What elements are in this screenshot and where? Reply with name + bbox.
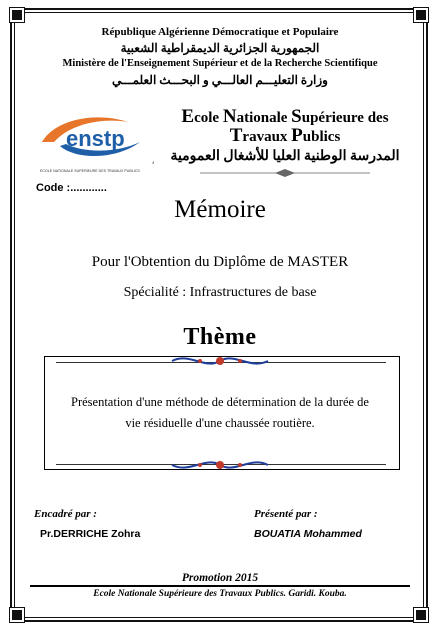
document-title: Mémoire [174, 196, 266, 223]
corner-ornament-bottom-left [10, 608, 24, 622]
republic-fr: République Algérienne Démocratique et Populaire [101, 26, 339, 38]
presenter-label: Présenté par : [254, 508, 318, 520]
ministry-ar: وزارة التعليـــم العالـــي و البحـــث العلمـــي [112, 73, 328, 87]
school-underline-ornament [160, 168, 410, 178]
school-name [160, 108, 410, 183]
corner-ornament-top-left [10, 8, 24, 22]
top-flourish-ornament [170, 352, 270, 370]
code-field: Code :............ [36, 182, 107, 194]
republic-ar: الجمهورية الجزائرية الديمقراطية الشعبية [120, 41, 320, 55]
diploma-subtitle: Pour l'Obtention du Diplôme de MASTER [91, 254, 349, 270]
footer-address: Ecole Nationale Supérieure des Travaux Publics. Garidi. Kouba. [93, 589, 347, 599]
presenter-name: BOUATIA Mohammed [254, 528, 362, 540]
logo-french-text: ECOLE NATIONALE SUPERIEURE DES TRAVAUX PUBLICS [40, 169, 140, 173]
specialty: Spécialité : Infrastructures de base [123, 285, 317, 300]
theme-text-line2: vie résiduelle d'une chaussée routière. [125, 416, 315, 430]
enstp-logo [36, 112, 154, 176]
logo-arabic-text: ة [152, 159, 154, 166]
corner-ornament-bottom-right [414, 608, 428, 622]
school-name-ar: المدرسة الوطنية العليا للأشغال العمومية [170, 149, 400, 164]
theme-heading: Thème [183, 324, 257, 350]
school-name-line1: Ecole Nationale Supérieure des [181, 106, 389, 127]
supervisor-name: Pr.DERRICHE Zohra [40, 528, 141, 540]
ministry-fr: Ministère de l'Enseignement Supérieur et de la Recherche Scientifique [62, 58, 378, 69]
footer-divider [30, 585, 410, 587]
logo-wordmark: enstp [66, 126, 125, 151]
school-name-line2: Travaux Publics [229, 125, 341, 146]
corner-ornament-top-right [414, 8, 428, 22]
theme-box [44, 356, 400, 470]
bottom-flourish-ornament [170, 456, 270, 474]
supervisor-label: Encadré par : [34, 508, 97, 520]
promotion-year: Promotion 2015 [181, 572, 259, 584]
theme-text-line1: Présentation d'une méthode de détermination de la durée de [71, 395, 369, 409]
